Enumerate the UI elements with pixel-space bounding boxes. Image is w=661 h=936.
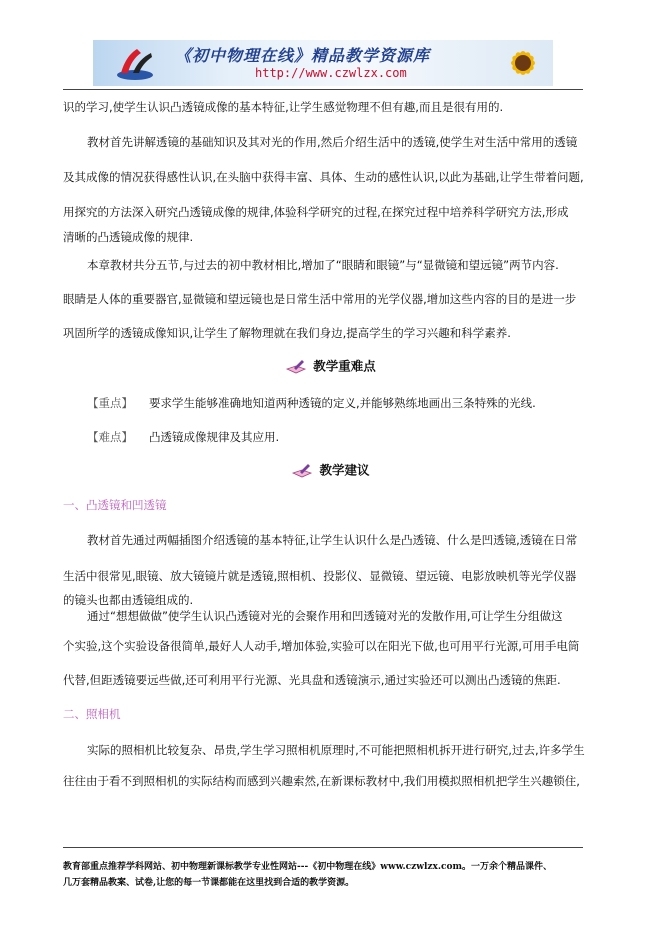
sunflower-icon: [493, 40, 553, 86]
paragraph-line: 用探究的方法深入研究凸透镜成像的规律,体验科学研究的过程,在探究过程中培养科学研究方法,形成: [63, 205, 569, 219]
paragraph-line: 往往由于看不到照相机的实际结构而感到兴趣索然,在新课标教材中,我们用模拟照相机把学生兴趣锁住,: [63, 774, 580, 788]
subheading-lenses: 一、凸透镜和凹透镜: [63, 498, 167, 512]
paragraph-line: 生活中很常见,眼镜、放大镜镜片就是透镜,照相机、投影仪、显微镜、望远镜、电影放映机等光学仪器: [63, 569, 577, 583]
key-point-text: 要求学生能够准确地知道两种透镜的定义,并能够熟练地画出三条特殊的光线.: [149, 396, 536, 410]
paragraph-line: 巩固所学的透镜成像知识,让学生了解物理就在我们身边,提高学生的学习兴趣和科学素养.: [63, 326, 511, 340]
paragraph-line: 通过“想想做做”使学生认识凸透镜对光的会聚作用和凹透镜对光的发散作用,可让学生分组做这: [87, 609, 563, 623]
section-heading-text: 教学重难点: [313, 358, 376, 374]
paragraph-line: 的镜头也都由透镜组成的.: [63, 593, 194, 607]
key-point: [87, 397, 536, 409]
paragraph-line: 识的学习,使学生认识凸透镜成像的基本特征,让学生感觉物理不但有趣,而且是很有用的.: [63, 100, 504, 114]
footer-divider: [63, 847, 583, 848]
subheading-camera: 二、照相机: [63, 707, 121, 721]
key-point-tag: 【重点】: [87, 396, 133, 410]
section-heading-suggestions: [0, 462, 661, 479]
difficulty-point-tag: 【难点】: [87, 430, 133, 444]
paragraph-line: 代替,但距透镜要远些做,还可利用平行光源、光具盘和透镜演示,通过实验还可以测出凸透镜的焦距.: [63, 673, 561, 687]
footer-line: 几万套精品教案、试卷,让您的每一节课都能在这里找到合适的教学资源。: [63, 878, 355, 888]
paragraph-line: 教材首先讲解透镜的基础知识及其对光的作用,然后介绍生活中的透镜,使学生对生活中常用的透镜: [87, 135, 578, 149]
book-quill-icon: [291, 463, 313, 479]
paragraph-line: 教材首先通过两幅插图介绍透镜的基本特征,让学生认识什么是凸透镜、什么是凹透镜,透镜在日常: [87, 533, 578, 547]
paragraph-line: 本章教材共分五节,与过去的初中教材相比,增加了“眼睛和眼镜”与“显微镜和望远镜”两节内容.: [87, 258, 559, 272]
site-logo-icon: [115, 47, 155, 81]
paragraph-line: 眼睛是人体的重要器官,显微镜和望远镜也是日常生活中常用的光学仪器,增加这些内容的目的是进一步: [63, 292, 577, 306]
paragraph-line: 个实验,这个实验设备很简单,最好人人动手,增加体验,实验可以在阳光下做,也可用平行光源,可用手电筒: [63, 639, 580, 653]
footer-line: 教育部重点推荐学科网站、初中物理新课标教学专业性网站---《初中物理在线》www.czwlzx.com。一万余个精品课件、: [63, 862, 553, 872]
difficulty-point-text: 凸透镜成像规律及其应用.: [149, 430, 280, 444]
header-banner: [93, 40, 553, 86]
site-url[interactable]: http://www.czwlzx.com: [255, 66, 407, 80]
site-title: 《初中物理在线》精品教学资源库: [175, 46, 431, 65]
section-heading-text: 教学建议: [319, 462, 370, 478]
paragraph-line: 实际的照相机比较复杂、昂贵,学生学习照相机原理时,不可能把照相机拆开进行研究,过去,许多学生: [87, 743, 585, 757]
paragraph-line: 清晰的凸透镜成像的规律.: [63, 230, 194, 244]
section-heading-key-difficulty: [0, 358, 661, 375]
book-quill-icon: [285, 359, 307, 375]
paragraph-line: 及其成像的情况获得感性认识,在头脑中获得丰富、具体、生动的感性认识,以此为基础,让学生带着问题,: [63, 170, 584, 184]
difficulty-point: [87, 431, 279, 443]
header-divider: [63, 89, 583, 90]
